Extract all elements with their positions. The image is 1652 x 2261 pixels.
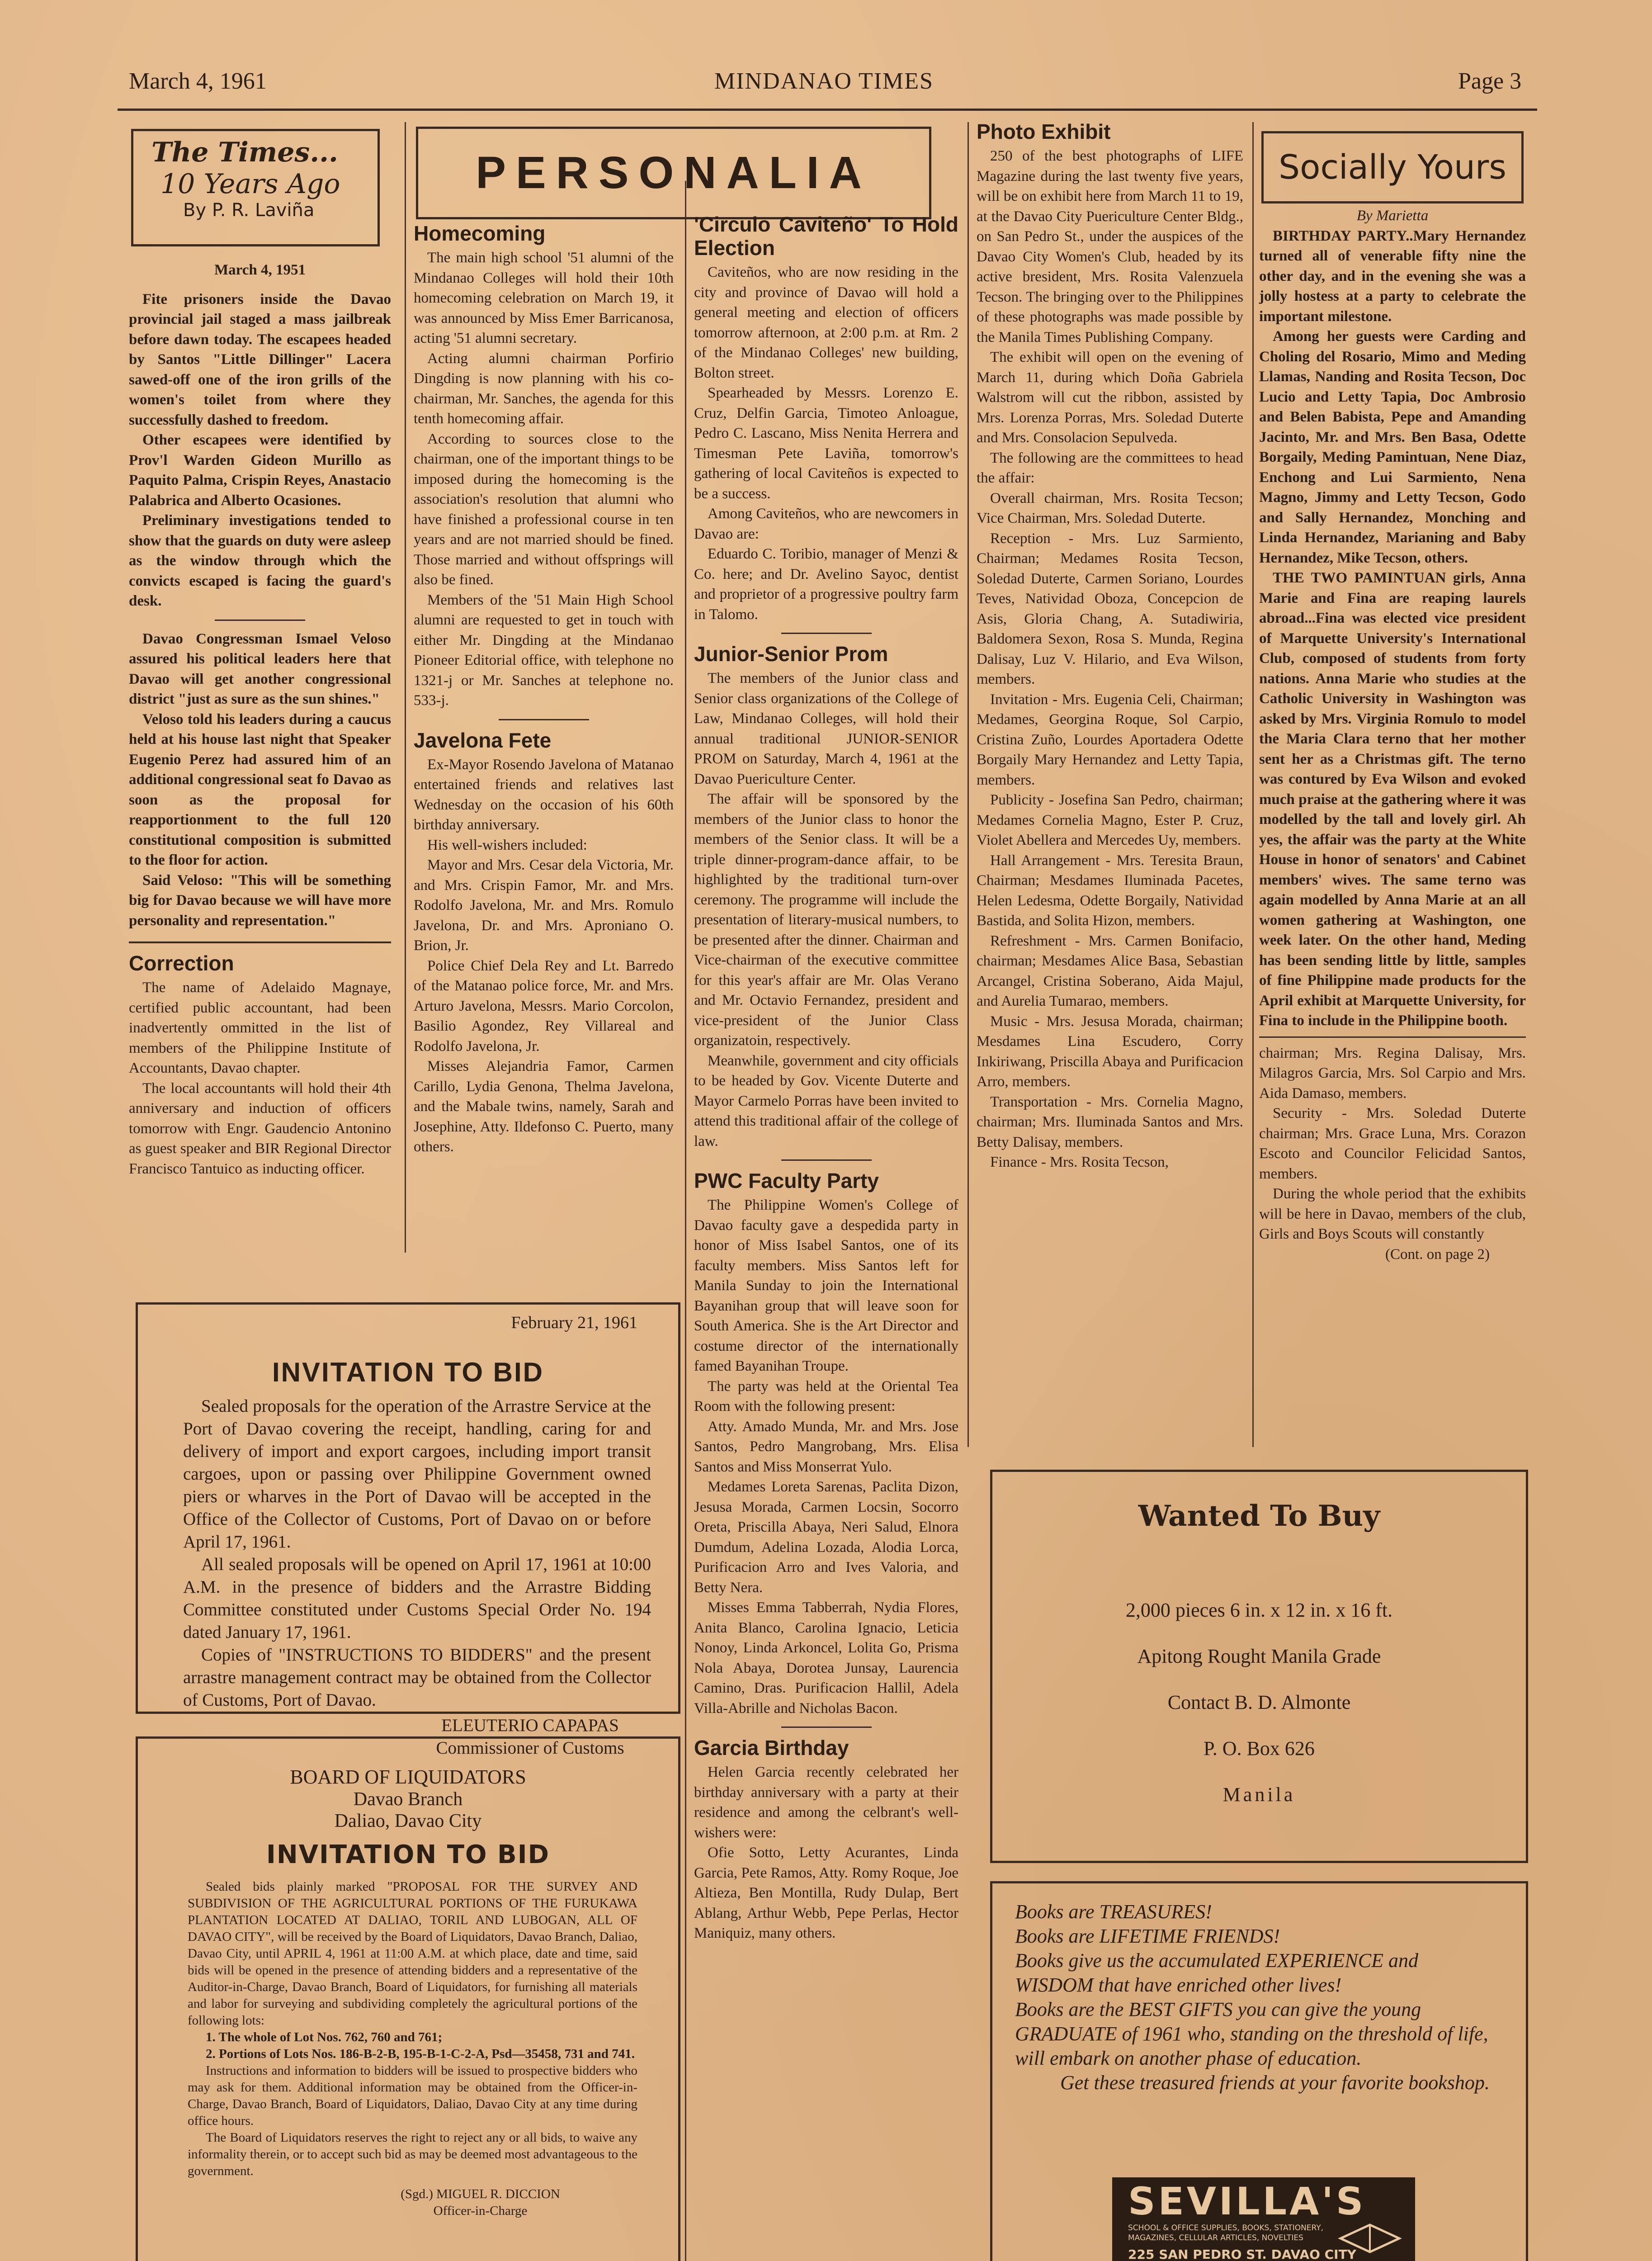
article-paragraph: Fite prisoners inside the Davao provincial jail staged a mass jailbreak before dawn today. The escapees headed by Santos "Little Dillinger" Lacera sawed-off one of the iron grills of the women's toilet from where they successfully dashed to freedom. — [129, 291, 391, 428]
article-paragraph: Invitation - Mrs. Eugenia Celi, Chairman; Medames, Georgina Roque, Sol Carpio, Cristina Zuño, Lourdes Aportadera Odette Borgaily Mary Hernandez and Letty Tapia, members. — [977, 691, 1243, 788]
bid-signer-title: Officer-in-Charge — [433, 2204, 528, 2218]
bid-signer-title: Commissioner of Customs — [436, 1738, 624, 1758]
lot-item: 2. Portions of Lots Nos. 186-B-2-B, 195-B-1-C-2-A, Psd—35458, 731 and 741. — [206, 2047, 635, 2061]
article-paragraph: Security - Mrs. Soledad Duterte chairman; Mrs. Grace Luna, Mrs. Corazon Escoto and Councilor Felicidad Santos, members. — [1259, 1105, 1526, 1182]
divider — [781, 633, 872, 634]
books-line: Get these treasured friends at your favorite bookshop. — [1060, 2072, 1490, 2094]
article-paragraph: chairman; Mrs. Regina Dalisay, Mrs. Milagros Garcia, Mrs. Sol Carpio and Mrs. Aida Damaso, members. — [1259, 1045, 1526, 1102]
article-paragraph: The exhibit will open on the evening of March 11, during which Doña Gabriela Walstrom will cut the ribbon, assisted by Mrs. Lorenza Porras, Mrs. Soledad Duterte and Mrs. Consolacion Sepulveda. — [977, 349, 1243, 446]
bid-paragraph: Copies of "INSTRUCTIONS TO BIDDERS" and the present arrastre management contract may be obtained from the Collector of Customs, Port of Davao. — [183, 1645, 651, 1710]
store-address: 225 SAN PEDRO ST. DAVAO CITY — [1128, 2247, 1356, 2261]
personalia-box — [416, 127, 931, 219]
article-paragraph: Misses Alejandria Famor, Carmen Carillo, Lydia Genona, Thelma Javelona, and the Mabale twins, namely, Sarah and Josephine, Atty. Ildefonso C. Puerto, many others. — [414, 1058, 674, 1155]
socially-byline: By Marietta — [1356, 208, 1429, 224]
article-paragraph: Refreshment - Mrs. Carmen Bonifacio, chairman; Mesdames Alice Basa, Sebastian Arcangel, Cristina Soberano, Aida Majul, and Aurelia Tumarao, members. — [977, 932, 1243, 1009]
article-paragraph: Overall chairman, Mrs. Rosita Tecson; Vice Chairman, Mrs. Soledad Duterte. — [977, 490, 1243, 526]
article-paragraph: Publicity - Josefina San Pedro, chairman; Medames Cornelia Magno, Ester P. Cruz, Violet Abellera and Mercedes Uy, members. — [977, 792, 1243, 848]
article-paragraph: According to sources close to the chairman, one of the important things to be imposed during the homecoming is the association's resolution that alumni who have finished a professional course in ten years and are not married should be fined. Those married and without offsprings will also be fined. — [414, 430, 674, 588]
bid-signer: ELEUTERIO CAPAPAS — [441, 1716, 619, 1735]
bid-paragraph: Sealed proposals for the operation of the Arrastre Service at the Port of Davao covering the receipt, handling, caring for and delivery of import and export cargoes, including import transit cargoes, upon or passing over Philippine Government owned piers or wharves in the Port of Davao will be accepted in the Office of the Collector of Customs, Port of Davao on or before April 17, 1961. — [183, 1396, 651, 1551]
correction-title: Correction — [129, 951, 234, 975]
article-paragraph: The affair will be sponsored by the members of the Junior class to honor the members of the Senior class. It will be a triple dinner-program-dance affair, to be highlighted by the traditional turn-over ceremony. The programme will include the presentation of literary-musical numbers, to be presented after the dinner. Chairman and Vice-chairman of the executive committee for this year's affair are Mr. Olas Verano and Mr. Octavio Fernandez, president and vice-president of the Junior Class organizatoin, respectively. — [694, 791, 958, 1049]
header-rule — [118, 109, 1537, 111]
article-paragraph: Music - Mrs. Jesusa Morada, chairman; Mesdames Lina Escudero, Corry Inkiriwang, Priscilla Abaya and Purificacion Arro, members. — [977, 1013, 1243, 1090]
divider — [129, 941, 391, 943]
divider — [781, 1726, 872, 1728]
column-rule — [968, 122, 969, 1447]
article-paragraph: Members of the '51 Main High School alumni are requested to get in touch with either Mr. Dingding at the Mindanao Pioneer Editorial office, with telephone no 1321-j or Mr. Sanches at telephone no. 533-j. — [414, 591, 674, 709]
sevilla-logo — [1112, 2177, 1415, 2261]
column-rule — [1252, 122, 1254, 1447]
article-paragraph: Medames Loreta Sarenas, Paclita Dizon, Jesusa Morada, Carmen Locsin, Socorro Oreta, Priscilla Abaya, Neri Salud, Elnora Dumdum, Adelina Lozada, Alodia Lorca, Purificacion Arro and Ives Valoria, and Betty Nera. — [694, 1479, 958, 1596]
photo-exhibit-title: Photo Exhibit — [977, 120, 1111, 143]
personalia-column-left — [414, 222, 674, 1157]
article-paragraph: His well-wishers included: — [427, 837, 587, 853]
article-paragraph: Finance - Mrs. Rosita Tecson, — [990, 1154, 1169, 1170]
books-line: Books are the BEST GIFTS you can give the young GRADUATE of 1961 who, standing on the threshold of life, will embark on another phase of education. — [1015, 1998, 1488, 2069]
article-paragraph: Among Caviteños, who are newcomers in Davao are: — [694, 506, 958, 542]
article-paragraph: Preliminary investigations tended to show that the guards on duty were asleep as the window through which the convicts escaped is facing the guard's desk. — [129, 512, 391, 609]
books-line: Books are LIFETIME FRIENDS! — [1015, 1925, 1280, 1947]
books-ad-box — [990, 1881, 1528, 2261]
divider — [781, 1159, 872, 1161]
wanted-line: P. O. Box 626 — [1204, 1737, 1315, 1760]
wanted-line: Manila — [1222, 1783, 1296, 1806]
wanted-box — [990, 1470, 1528, 1863]
bid-paragraph: Sealed bids plainly marked "PROPOSAL FOR THE SURVEY AND SUBDIVISION OF THE AGRICULTURAL PORTIONS OF THE FURUKAWA PLANTATION LOCATED AT DALIAO, TORIL AND LUBOGAN, ALL OF DAVAO CITY", will be received by the Board of Liquidators, Davao Branch, Daliao, Davao City, until APRIL 4, 1961 at 11:00 A.M. at which place, date and time, said bids will be opened in the presence of attending bidders and a representative of the Auditor-in-Charge, Davao Branch, Board of Liquidators, for furnishing all materials and labor for surveying and subdividing completely the agricultural portions of the following lots: — [188, 1879, 637, 2028]
article-paragraph: 250 of the best photographs of LIFE Magazine during the last twenty five years, will be on exhibit here from March 11 to 19, at the Davao City Puericulture Center Bldg., on San Pedro St., under the auspices of the Davao City Women's Club, headed by its active bresident, Mrs. Rosita Valenzuela Tecson. The bringing over to the Philippines of these photographs was made possible by the Manila Times Publishing Company. — [977, 148, 1243, 345]
bid-title: INVITATION TO BID — [272, 1357, 544, 1387]
divider — [1259, 1036, 1526, 1038]
masthead: MINDANAO TIMES — [714, 68, 934, 94]
article-paragraph: Other escapees were identified by Prov'l Warden Gideon Murillo as Paquito Palma, Crispin Reyes, Anastacio Palabrica and Alberto Ocasiones. — [129, 432, 391, 509]
store-subtitle: SCHOOL & OFFICE SUPPLIES, BOOKS, STATIONERY, MAGAZINES, CELLULAR ARTICLES, NOVELTIES — [1128, 2223, 1324, 2242]
times-ago-column — [129, 260, 391, 1179]
times-ago-title: The Times... — [151, 137, 338, 168]
times-ago-subtitle: 10 Years Ago — [160, 168, 340, 200]
times-ago-box — [131, 129, 380, 246]
article-paragraph: Caviteños, who are now residing in the city and province of Davao will hold a general meeting and election of officers tomorrow afternoon, at 2:00 p.m. at Rm. 2 of the Mindanao Colleges' new building, Bolton street. — [694, 264, 958, 381]
prom-title: Junior-Senior Prom — [694, 642, 888, 666]
liquidators-branch: Davao Branch — [353, 1789, 463, 1810]
article-paragraph: Said Veloso: "This will be something big for Davao because we will have more personality and representation." — [129, 872, 391, 929]
homecoming-title: Homecoming — [414, 222, 546, 245]
times-ago-date: March 4, 1951 — [214, 262, 306, 278]
column-rule — [405, 122, 406, 1253]
divider — [215, 620, 305, 621]
article-paragraph: Davao Congressman Ismael Veloso assured his political leaders here that Davao will get another congressional district "just as sure as the sun shines." — [129, 630, 391, 707]
page-number: Page 3 — [1458, 68, 1522, 94]
article-paragraph: Helen Garcia recently celebrated her birthday anniversary with a party at their residence and among the celbrant's well-wishers were: — [694, 1764, 958, 1841]
article-paragraph: Transportation - Mrs. Cornelia Magno, chairman; Mrs. Iluminada Santos and Mrs. Betty Dalisay, members. — [977, 1093, 1243, 1150]
article-paragraph: Ofie Sotto, Letty Acurantes, Linda Garcia, Pete Ramos, Atty. Romy Roque, Joe Altieza, Ben Montilla, Rudy Dulap, Bert Ablang, Arthur Webb, Pepe Perlas, Hector Maniquiz, many others. — [694, 1845, 958, 1941]
javelona-title: Javelona Fete — [414, 728, 552, 752]
books-line: Books give us the accumulated EXPERIENCE and WISDOM that have enriched other lives! — [1015, 1949, 1418, 1996]
article-paragraph: Ex-Mayor Rosendo Javelona of Matanao entertained friends and relatives last Wednesday on the occasion of his 60th birthday anniversary. — [414, 756, 674, 833]
article-paragraph: BIRTHDAY PARTY..Mary Hernandez turned all of venerable fifty nine the other day, and in the evening she was a jolly hostess at a party to celebrate the important milestone. — [1259, 227, 1526, 325]
article-paragraph: The Philippine Women's College of Davao faculty gave a despedida party in honor of Miss Isabel Santos, one of its faculty members. Miss Santos left for Manila Sunday to join the International Bayanihan group that will leave soon for South America. She is the Art Director and costume director of the internationally famed Bayanihan Troupe. — [694, 1197, 958, 1374]
issue-date: March 4, 1961 — [129, 68, 267, 94]
books-line: Books are TREASURES! — [1015, 1901, 1212, 1923]
garcia-title: Garcia Birthday — [694, 1736, 849, 1760]
article-paragraph: During the whole period that the exhibits will be here in Davao, members of the club, Girls and Boys Scouts will constantly — [1259, 1186, 1526, 1242]
liquidators-bid-box — [136, 1736, 680, 2261]
article-paragraph: THE TWO PAMINTUAN girls, Anna Marie and Fina are reaping laurels abroad...Fina was elected vice president of Marquette University's International Club, composed of students from forty nations. Anna Marie who studies at the Catholic University in Washington was asked by Mrs. Virginia Romulo to model the Maria Clara terno that her mother sent her as a Christmas gift. The terno was contured by Eva Wilson and evoked much praise at the gathering where it was modelled by the tall and lovely girl. Ah yes, the affair was the party at the White House in honor of senators' and Cabinet members' wives. The same terno was again modelled by Anna Marie at an all women gathering at Washington, one week later. On the other hand, Meding has been sending little by little, samples of fine Philippine made products for the April exhibit at Marquette University, for Fina to include in the Philippine booth. — [1259, 570, 1526, 1029]
article-paragraph: Meanwhile, government and city officials to be headed by Gov. Vicente Duterte and Mayor Carmelo Porras have been invited to attend this traditional affair of the college of law. — [694, 1052, 958, 1149]
article-paragraph: Police Chief Dela Rey and Lt. Barredo of the Matanao police force, Mr. and Mrs. Arturo Javelona, Messrs. Mario Corcolon, Basilio Agondez, Rey Villareal and Rodolfo Javelona, Jr. — [414, 957, 674, 1055]
liquidators-body — [138, 1878, 678, 2219]
article-paragraph: The local accountants will hold their 4th anniversary and induction of officers tomorrow with Engr. Gaudencio Antonino as guest speaker and BIR Regional Director Francisco Tantuico as inducting officer. — [129, 1080, 391, 1177]
article-paragraph: Spearheaded by Messrs. Lorenzo E. Cruz, Delfin Garcia, Timoteo Anloague, Pedro C. Lascano, Miss Nenita Herrera and Timesman Pete Laviña, tomorrow's gathering of local Caviteños is expected to be a success. — [694, 385, 958, 502]
store-name: SEVILLA'S — [1128, 2179, 1366, 2223]
column-rule — [685, 181, 686, 2261]
bid-paragraph: The Board of Liquidators reserves the right to reject any or all bids, to waive any informality therein, or to accept such bid as may be deemed most advantageous to the government. — [188, 2130, 637, 2178]
article-paragraph: Reception - Mrs. Luz Sarmiento, Chairman; Medames Rosita Tecson, Soledad Duterte, Carmen Soriano, Lourdes Teves, Natividad Oboza, Concepcion de Asis, Gloria Chang, A. Sutadiwiria, Baldomera Sexon, Rosa S. Munda, Regina Dalisay, Luz V. Hilario, and Eva Wilson, members. — [977, 530, 1243, 687]
socially-box — [1261, 131, 1524, 203]
article-paragraph: The following are the committees to head the affair: — [977, 449, 1243, 486]
bid-body — [183, 1395, 651, 1760]
article-paragraph: Acting alumni chairman Porfirio Dingding is now planning with his co-chairman, Mr. Sanches, the agenda for this tenth homecoming affair. — [414, 350, 674, 427]
article-paragraph: Hall Arrangement - Mrs. Teresita Braun, Chairman; Mesdames Iluminada Pacetes, Helen Ledesma, Odette Borgaily, Natividad Bastida, and Solita Hizon, members. — [977, 852, 1243, 929]
divider — [499, 719, 589, 720]
liquidators-title: INVITATION TO BID — [266, 1840, 550, 1869]
bid-signer: (Sgd.) MIGUEL R. DICCION — [401, 2187, 560, 2201]
times-ago-byline: By P. R. Laviña — [183, 200, 315, 221]
personalia-column-right — [694, 213, 958, 1944]
socially-title: Socially Yours — [1279, 148, 1506, 187]
article-paragraph: The name of Adelaido Magnaye, certified public accountant, had been inadvertently ommitted in the list of members of the Philippine Institute of Accountants, Davao chapter. — [129, 979, 391, 1076]
wanted-line: Apitong Rought Manila Grade — [1137, 1645, 1381, 1667]
book-icon — [1336, 2211, 1404, 2261]
bid-paragraph: All sealed proposals will be opened on April 17, 1961 at 10:00 A.M. in the presence of bidders and the Arrastre Bidding Committee constituted under Customs Special Order No. 194 dated January 17, 1961. — [183, 1555, 651, 1642]
article-paragraph: Mayor and Mrs. Cesar dela Victoria, Mr. and Mrs. Crispin Famor, Mr. and Mrs. Rodolfo Javelona, Mr. and Mrs. Romulo Javelona, Dr. and Mrs. Apronianо O. Brion, Jr. — [414, 857, 674, 954]
socially-column — [1259, 206, 1526, 1264]
article-paragraph: The main high school '51 alumni of the Mindanao Colleges will hold their 10th homecoming celebration on March 19, it was announced by Miss Emer Barricanosa, acting '51 alumni secretary. — [414, 250, 674, 346]
article-paragraph: Among her guests were Carding and Choling del Rosario, Mimo and Meding Llamas, Nanding and Rosita Tecson, Doc Lucio and Letty Tapia, Doc Ambrosio and Belen Babista, Pepe and Amanding Jacinto, Mr. and Mrs. Ben Basa, Odette Borgaily, Meding Pamintuan, Nene Diaz, Enchong and Lui Sarmiento, Nena Magno, Jimmy and Letty Tecson, Godo and Sally Hernandez, Monching and Linda Hernandez, Marianing and Baby Hernandez, Mike Tecson, others. — [1259, 328, 1526, 566]
circulo-title: 'Circulo Caviteño' To Hold Election — [694, 213, 958, 260]
customs-bid-box — [136, 1302, 680, 1758]
article-paragraph: Misses Emma Tabberrah, Nydia Flores, Anita Blanco, Carolina Ignacio, Leticia Nonoy, Linda Arkoncel, Lolita Go, Prisma Nola Abaya, Dorotea Junsay, Laurencia Camino, Dras. Purificacion Hallil, Adela Villa-Abrille and Nicholas Bacon. — [694, 1599, 958, 1717]
liquidators-org: BOARD OF LIQUIDATORS — [290, 1766, 526, 1788]
wanted-details — [992, 1587, 1526, 1818]
personalia-title: PERSONALIA — [476, 147, 872, 198]
article-paragraph: The party was held at the Oriental Tea Room with the following present: — [694, 1378, 958, 1414]
article-paragraph: The members of the Junior class and Senior class organizations of the College of Law, Mindanao Colleges, will hold their annual traditional JUNIOR-SENIOR PROM on Saturday, March 4, 1961 at the Davao Puericulture Center. — [694, 670, 958, 787]
bid-paragraph: Instructions and information to bidders will be issued to prospective bidders who may ask for them. Additional information may be obtained from the Officer-in-Charge, Davao Branch, Board of Liquidators, Daliao, Davao City at any time during office hours. — [188, 2063, 637, 2128]
wanted-line: 2,000 pieces 6 in. x 12 in. x 16 ft. — [1125, 1599, 1393, 1621]
wanted-line: Contact B. D. Almonte — [1167, 1691, 1351, 1713]
bid-date: February 21, 1961 — [511, 1313, 637, 1332]
article-paragraph: Atty. Amado Munda, Mr. and Mrs. Jose Santos, Pedro Mangrobang, Mrs. Elisa Santos and Miss Monserrat Yulo. — [694, 1418, 958, 1475]
photo-exhibit-column — [977, 120, 1243, 1173]
article-paragraph: Veloso told his leaders during a caucus held at his house last night that Speaker Eugenio Perez had assured him of an additional congressional seat fo Davao as soon as the proposal for reapportionment to the full 120 constitutional composition is submitted to the floor for action. — [129, 711, 391, 868]
pwc-title: PWC Faculty Party — [694, 1169, 879, 1192]
article-paragraph: Eduardo C. Toribio, manager of Menzi & Co. here; and Dr. Avelino Sayoc, dentist and proprietor of a progressive poultry farm in Talomo. — [694, 546, 958, 623]
continuation-note: (Cont. on page 2) — [1385, 1246, 1490, 1263]
liquidators-address: Daliao, Davao City — [334, 1811, 482, 1831]
books-ad-text — [992, 1883, 1526, 2095]
lot-item: 1. The whole of Lot Nos. 762, 760 and 761; — [206, 2030, 443, 2044]
wanted-title: Wanted To Buy — [1138, 1499, 1380, 1533]
